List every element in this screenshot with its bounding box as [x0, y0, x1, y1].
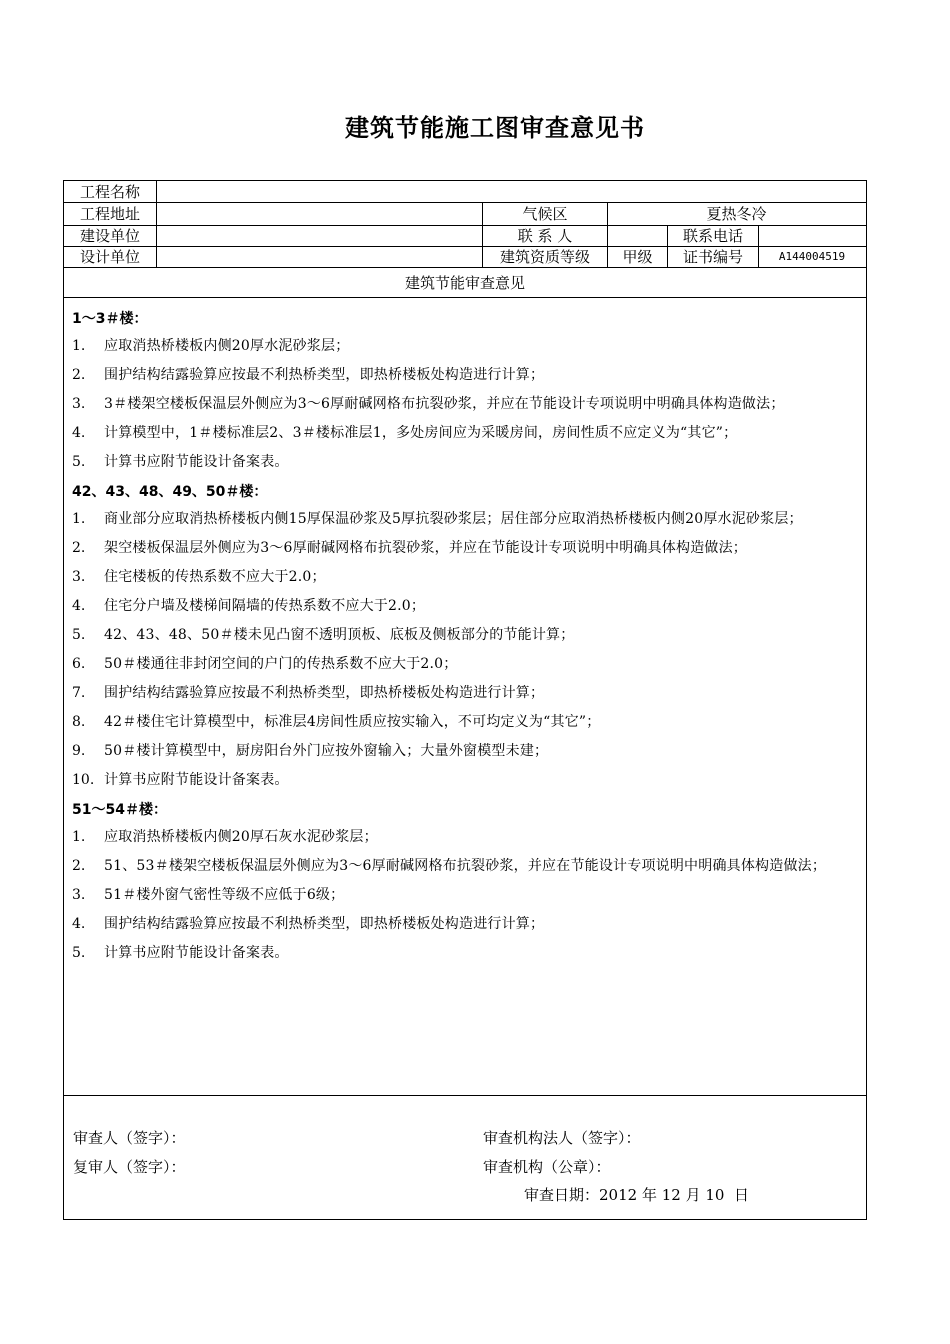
- opinion-item: [72, 568, 862, 587]
- opinion-item: [72, 626, 862, 645]
- builder-label: 建设单位: [79, 227, 140, 245]
- opinion-text: 围护结构结露验算应按最不利热桥类型，即热桥楼板处构造进行计算；: [104, 367, 545, 383]
- opinion-number: 2.: [72, 367, 86, 383]
- review-opinions: [72, 309, 862, 973]
- opinion-item: [72, 539, 862, 558]
- opinion-item: [72, 424, 862, 443]
- opinion-number: 5.: [72, 627, 86, 643]
- project-address-label: 工程地址: [79, 205, 140, 223]
- climate-zone-value: 夏热冬冷: [706, 205, 767, 223]
- opinion-item: [72, 915, 862, 934]
- group-heading: 42、43、48、49、50＃楼：: [72, 484, 268, 500]
- opinion-item: [72, 655, 862, 674]
- opinion-number: 1.: [72, 338, 86, 354]
- table-rule: [64, 297, 866, 298]
- opinion-item: [72, 510, 862, 529]
- opinion-number: 2.: [72, 540, 86, 556]
- opinion-text: 住宅分户墙及楼梯间隔墙的传热系数不应大于2.0；: [104, 598, 426, 614]
- certificate-value: A144004519: [778, 250, 846, 263]
- opinion-text: 应取消热桥楼板内侧20厚石灰水泥砂浆层；: [104, 829, 378, 845]
- certificate-label: 证书编号: [682, 248, 743, 266]
- opinion-number: 7.: [72, 685, 86, 701]
- opinion-item: [72, 886, 862, 905]
- rechecker-signature: 复审人（签字）：: [73, 1158, 186, 1176]
- opinion-item: [72, 366, 862, 385]
- reviewer-signature: 审查人（签字）：: [73, 1129, 186, 1147]
- table-rule: [156, 181, 157, 267]
- opinion-text: 架空楼板保温层外侧应为3～6厚耐碱网格布抗裂砂浆，并应在节能设计专项说明中明确具体构造做法；: [104, 540, 748, 556]
- opinion-text: 51＃楼外窗气密性等级不应低于6级；: [104, 887, 345, 903]
- opinion-number: 4.: [72, 425, 86, 441]
- opinion-item: [72, 453, 862, 472]
- opinion-text: 42、43、48、50＃楼未见凸窗不透明顶板、底板及侧板部分的节能计算；: [104, 627, 575, 643]
- opinion-number: 10.: [72, 772, 95, 788]
- opinion-number: 1.: [72, 829, 86, 845]
- opinion-text: 50＃楼通往非封闭空间的户门的传热系数不应大于2.0；: [104, 656, 458, 672]
- opinion-number: 8.: [72, 714, 86, 730]
- opinion-text: 51、53＃楼架空楼板保温层外侧应为3～6厚耐碱网格布抗裂砂浆，并应在节能设计专项说明中明确具体构造做法；: [104, 858, 827, 874]
- document-title: 建筑节能施工图审查意见书: [345, 114, 645, 142]
- opinion-number: 3.: [72, 396, 86, 412]
- contact-label: 联 系 人: [517, 227, 573, 245]
- opinion-text: 42＃楼住宅计算模型中，标准层4房间性质应按实输入，不可均定义为“其它”；: [104, 714, 601, 730]
- opinion-number: 9.: [72, 743, 86, 759]
- table-rule: [64, 1095, 866, 1096]
- opinion-text: 住宅楼板的传热系数不应大于2.0；: [104, 569, 326, 585]
- opinion-number: 5.: [72, 945, 86, 961]
- opinion-number: 3.: [72, 569, 86, 585]
- review-form: [63, 180, 867, 1220]
- review-date: 审查日期：2012 年 12 月 10 日: [524, 1186, 749, 1204]
- project-name-label: 工程名称: [79, 183, 140, 201]
- opinion-item: [72, 742, 862, 761]
- opinion-number: 1.: [72, 511, 86, 527]
- opinion-text: 计算模型中，1＃楼标准层2、3＃楼标准层1，多处房间应为采暖房间，房间性质不应定义为“其它”；: [104, 425, 738, 441]
- opinion-text: 商业部分应取消热桥楼板内侧15厚保温砂浆及5厚抗裂砂浆层；居住部分应取消热桥楼板内侧20厚水泥砂浆层；: [104, 511, 803, 527]
- designer-label: 设计单位: [79, 248, 140, 266]
- opinion-text: 围护结构结露验算应按最不利热桥类型，即热桥楼板处构造进行计算；: [104, 685, 545, 701]
- opinion-text: 计算书应附节能设计备案表。: [104, 454, 289, 470]
- opinion-number: 4.: [72, 916, 86, 932]
- opinion-item: [72, 944, 862, 963]
- opinion-text: 计算书应附节能设计备案表。: [104, 772, 289, 788]
- opinion-text: 3＃楼架空楼板保温层外侧应为3～6厚耐碱网格布抗裂砂浆，并应在节能设计专项说明中明确具体构造做法；: [104, 396, 785, 412]
- opinion-text: 计算书应附节能设计备案表。: [104, 945, 289, 961]
- opinion-item: [72, 713, 862, 732]
- opinion-number: 5.: [72, 454, 86, 470]
- qualification-label: 建筑资质等级: [499, 248, 590, 266]
- opinion-item: [72, 771, 862, 790]
- climate-zone-label: 气候区: [522, 205, 568, 223]
- opinion-item: [72, 857, 862, 876]
- opinion-number: 4.: [72, 598, 86, 614]
- opinion-text: 应取消热桥楼板内侧20厚水泥砂浆层；: [104, 338, 350, 354]
- opinion-text: 50＃楼计算模型中，厨房阳台外门应按外窗输入；大量外窗模型未建；: [104, 743, 549, 759]
- qualification-value: 甲级: [622, 248, 653, 266]
- opinion-number: 6.: [72, 656, 86, 672]
- opinion-item: [72, 597, 862, 616]
- opinion-item: [72, 828, 862, 847]
- opinion-item: [72, 337, 862, 356]
- opinion-number: 3.: [72, 887, 86, 903]
- opinion-item: [72, 684, 862, 703]
- section-title: 建筑节能审查意见: [404, 274, 525, 292]
- opinion-number: 2.: [72, 858, 86, 874]
- group-heading: 1～3＃楼：: [72, 311, 148, 327]
- group-heading: 51～54＃楼：: [72, 802, 167, 818]
- contact-phone-label: 联系电话: [682, 227, 743, 245]
- opinion-item: [72, 395, 862, 414]
- agency-seal: 审查机构（公章）：: [483, 1158, 611, 1176]
- legal-rep-signature: 审查机构法人（签字）：: [483, 1129, 641, 1147]
- opinion-text: 围护结构结露验算应按最不利热桥类型，即热桥楼板处构造进行计算；: [104, 916, 545, 932]
